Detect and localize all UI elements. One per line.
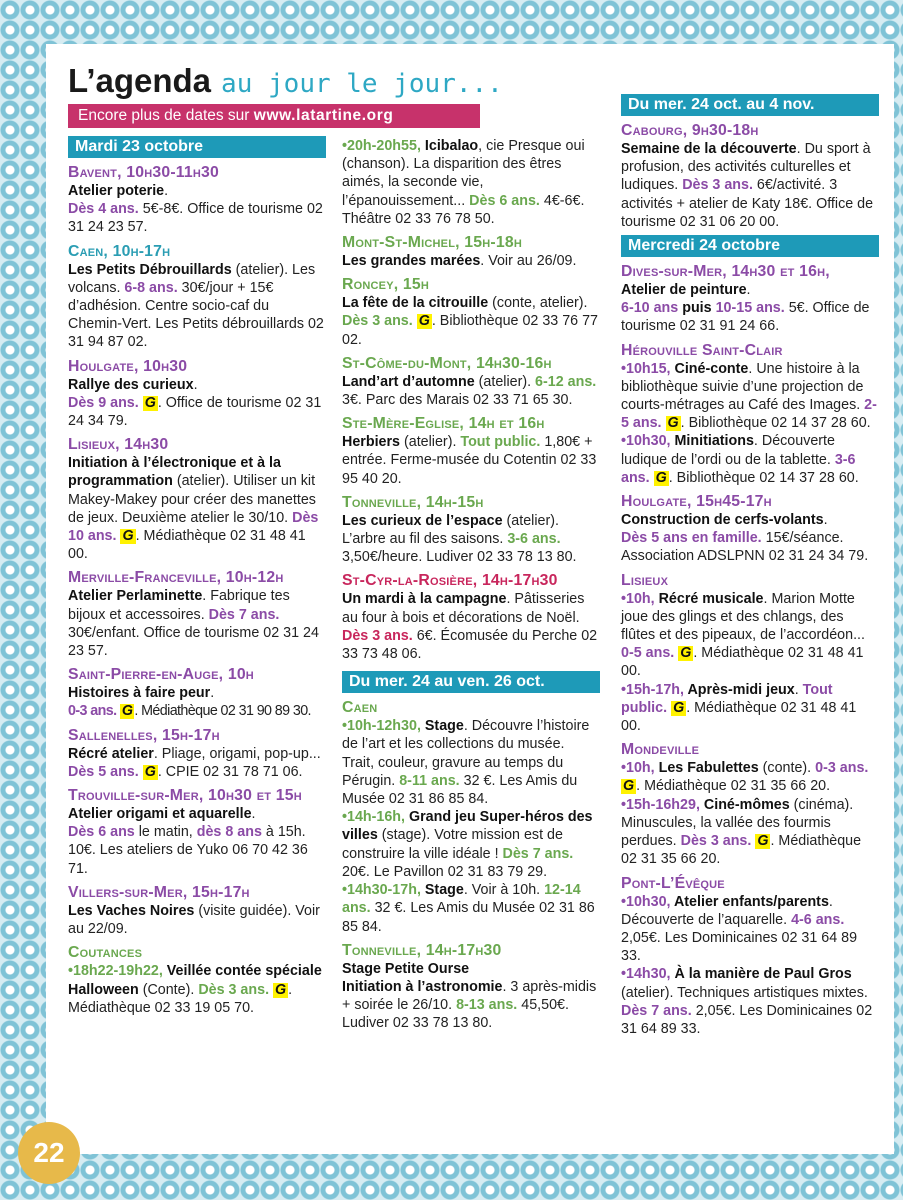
- event: •10h, Les Fabulettes (conte). 0-3 ans. G . Médiathèque 02 31 35 66 20.: [621, 760, 869, 795]
- venue: Mondeville: [621, 741, 700, 759]
- venue: Caen: [342, 699, 378, 717]
- event: Les curieux de l’espace (atelier). L’arbre au fil des saisons. 3-6 ans. 3,50€/heure. Ludiver 02 33 78 13 80.: [342, 512, 577, 566]
- g-badge: G: [122, 528, 134, 545]
- event: Atelier origami et aquarelle. Dès 6 ans le matin, dès 8 ans à 15h. 10€. Les ateliers de Yuko 06 70 42 36 71.: [68, 806, 308, 877]
- venue: Mont-St-Michel, 15h-18h: [342, 234, 522, 252]
- event: Land’art d’automne (atelier). 6-12 ans. 3€. Parc des Marais 02 33 71 65 30.: [342, 373, 597, 409]
- venue: Lisieux: [621, 571, 669, 589]
- page-title: L’agenda: [68, 62, 212, 99]
- g-badge: G: [667, 415, 679, 432]
- event: •14h30-17h, Stage. Voir à 10h. 12-14 ans. 32 €. Les Amis du Musée 02 31 86 85 84.: [342, 882, 595, 935]
- event: Atelier Perlaminette. Fabrique tes bijoux et accessoires. Dès 7 ans. 30€/enfant. Office de tourisme 02 31 24 23 57.: [68, 588, 319, 660]
- venue: Cabourg, 9h30-18h: [621, 122, 759, 139]
- g-badge: G: [680, 645, 692, 662]
- event: •14h30, À la manière de Paul Gros (atelier). Techniques artistiques mixtes. Dès 7 ans. 2,05€. Les Dominicaines 02 31 64 89 33.: [621, 966, 873, 1037]
- venue: Houlgate, 15h45-17h: [621, 493, 772, 511]
- g-badge: G: [121, 703, 133, 720]
- date-band: Mardi 23 octobre: [68, 136, 326, 158]
- g-badge: G: [757, 833, 769, 850]
- event: Rallye des curieux. Dès 9 ans. G . Office de tourisme 02 31 24 34 79.: [68, 376, 322, 430]
- event: Les Petits Débrouillards (atelier). Les volcans. 6-8 ans. 30€/jour + 15€ d’adhésion. Centre socio-caf du Chemin-Vert. Les Petits débrouillards 02 31 94 87 02.: [68, 261, 324, 351]
- page-subtitle: au jour le jour...: [221, 69, 503, 99]
- venue: Roncey, 15h: [342, 276, 430, 294]
- event: Les grandes marées. Voir au 26/09.: [342, 253, 577, 270]
- event: Semaine de la découverte. Du sport à profusion, des activités culturelles et ludiques. Dès 3 ans. 6€/activité. 3 activités + atelier de Katy 18€. Office de tourisme 02 31 06 20 00.: [621, 141, 874, 230]
- event: Un mardi à la campagne. Pâtisseries au four à bois et décorations de Noël. Dès 3 ans. 6€. Écomusée du Perche 02 33 73 48 06.: [342, 591, 598, 663]
- venue: Trouville-sur-Mer, 10h30 et 15h: [68, 787, 302, 805]
- venue: Coutances: [68, 944, 143, 962]
- venue: Caen, 10h-17h: [68, 242, 171, 260]
- event: Stage Petite Ourse Initiation à l’astronomie. 3 après-midis + soirée le 26/10. 8-13 ans. 45,50€. Ludiver 02 33 78 13 80.: [342, 960, 597, 1032]
- venue: St-Côme-du-Mont, 14h30-16h: [342, 354, 552, 372]
- event: •10h, Récré musicale. Marion Motte joue des glings et des chlangs, des flûtes et des pipeaux, de l’accordéon... 0-5 ans. G . Médiathèque 02 31 48 41 00.: [621, 590, 865, 680]
- g-badge: G: [655, 469, 667, 486]
- venue: St-Cyr-la-Rosière, 14h-17h30: [342, 572, 558, 590]
- date-band: Du mer. 24 au ven. 26 oct.: [342, 671, 600, 693]
- date-band: Du mer. 24 oct. au 4 nov.: [621, 94, 879, 116]
- venue: Dives-sur-Mer, 14h30 et 16h,: [621, 263, 830, 281]
- date-band: Mercredi 24 octobre: [621, 235, 879, 257]
- venue: Tonneville, 14h-17h30: [342, 941, 502, 959]
- event: •15h-17h, Après-midi jeux. Tout public. G . Médiathèque 02 31 48 41 00.: [621, 681, 857, 735]
- event: •18h22-19h22, Veillée contée spéciale Halloween (Conte). Dès 3 ans. G . Médiathèque 02 33 19 05 70.: [68, 963, 322, 1016]
- event: Atelier de peinture. 6-10 ans puis 10-15 ans. 5€. Office de tourisme 02 31 91 24 66.: [621, 282, 870, 335]
- event: •15h-16h29, Ciné-mômes (cinéma). Minuscules, la vallée des fourmis perdues. Dès 3 ans. G . Médiathèque 02 31 35 66 20.: [621, 796, 862, 868]
- event: Herbiers (atelier). Tout public. 1,80€ + entrée. Ferme-musée du Cotentin 02 33 95 40 20.: [342, 434, 597, 487]
- venue: Tonneville, 14h-15h: [342, 493, 484, 511]
- website-link[interactable]: www.latartine.org: [253, 107, 394, 124]
- venue: Hérouville Saint-Clair: [621, 341, 783, 359]
- event: Atelier poterie. Dès 4 ans. 5€-8€. Office de tourisme 02 31 24 23 57.: [68, 183, 323, 236]
- venue: Villers-sur-Mer, 15h-17h: [68, 883, 250, 901]
- g-badge: G: [673, 699, 685, 716]
- event: Les Vaches Noires (visite guidée). Voir au 22/09.: [68, 902, 320, 938]
- venue: Merville-Franceville, 10h-12h: [68, 569, 284, 587]
- event: Construction de cerfs-volants. Dès 5 ans en famille. 15€/séance. Association ADSLPNN 02 31 24 34 79.: [621, 512, 869, 565]
- venue: Lisieux, 14h30: [68, 436, 169, 454]
- venue: Saint-Pierre-en-Auge, 10h: [68, 666, 254, 684]
- more-dates-banner: Encore plus de dates sur www.latartine.org: [68, 104, 480, 128]
- column-1: [68, 134, 326, 1017]
- g-badge: G: [623, 778, 635, 795]
- column-2: [342, 137, 600, 1033]
- event: •10h30, Atelier enfants/parents. Découverte de l’aquarelle. 4-6 ans. 2,05€. Les Dominicaines 02 31 64 89 33.: [621, 893, 858, 965]
- venue: Bavent, 10h30-11h30: [68, 164, 220, 181]
- agenda-page: [46, 44, 894, 1154]
- g-badge: G: [144, 763, 156, 780]
- event: Récré atelier. Pliage, origami, pop-up... Dès 5 ans. G . CPIE 02 31 78 71 06.: [68, 745, 321, 780]
- venue: Sallenelles, 15h-17h: [68, 726, 220, 744]
- page-header: [68, 62, 503, 104]
- event: La fête de la citrouille (conte, atelier). Dès 3 ans. G . Bibliothèque 02 33 76 77 02.: [342, 295, 598, 348]
- event: Initiation à l’électronique et à la programmation (atelier). Utiliser un kit Makey-Makey pour créer des manettes de jeux. Deuxième atelier le 30/10. Dès 10 ans. G . Médiathèque 02 31 48 41 00.: [68, 455, 319, 563]
- event: •14h-16h, Grand jeu Super-héros des villes (stage). Votre mission est de construire la ville idéale ! Dès 7 ans. 20€. Le Pavillon 02 31 83 79 29.: [342, 809, 593, 880]
- event: •10h30, Minitiations. Découverte ludique de l’ordi ou de la tablette. 3-6 ans. G . Bibliothèque 02 14 37 28 60.: [621, 433, 859, 486]
- venue: Ste-Mère-Eglise, 14h et 16h: [342, 415, 545, 433]
- page-number-badge: 22: [18, 1122, 80, 1184]
- event: •10h15, Ciné-conte. Une histoire à la bibliothèque suivie d’une projection de courts-métrages au Café des Images. 2-5 ans. G . Bibliothèque 02 14 37 28 60.: [621, 360, 877, 432]
- g-badge: G: [418, 313, 430, 330]
- g-badge: G: [144, 394, 156, 411]
- event: •20h-20h55, Icibalao, cie Presque oui (chanson). La disparition des êtres aimés, la seconde vie, l’épanouissement... Dès 6 ans. 4€-6€. Théâtre 02 33 76 78 50.: [342, 138, 585, 227]
- venue: Houlgate, 10h30: [68, 357, 188, 375]
- g-badge: G: [275, 981, 287, 998]
- column-3: [621, 92, 879, 1038]
- venue: Pont-L’Évêque: [621, 874, 725, 892]
- event: •10h-12h30, Stage. Découvre l’histoire de l’art et les collections du musée. Trait, couleur, gravure au temps du Pérugin. 8-11 ans. 32 €. Les Amis du Musée 02 31 86 85 84.: [342, 718, 590, 808]
- event: Histoires à faire peur. 0-3 ans. G . Médiathèque 02 31 90 89 30.: [68, 685, 311, 720]
